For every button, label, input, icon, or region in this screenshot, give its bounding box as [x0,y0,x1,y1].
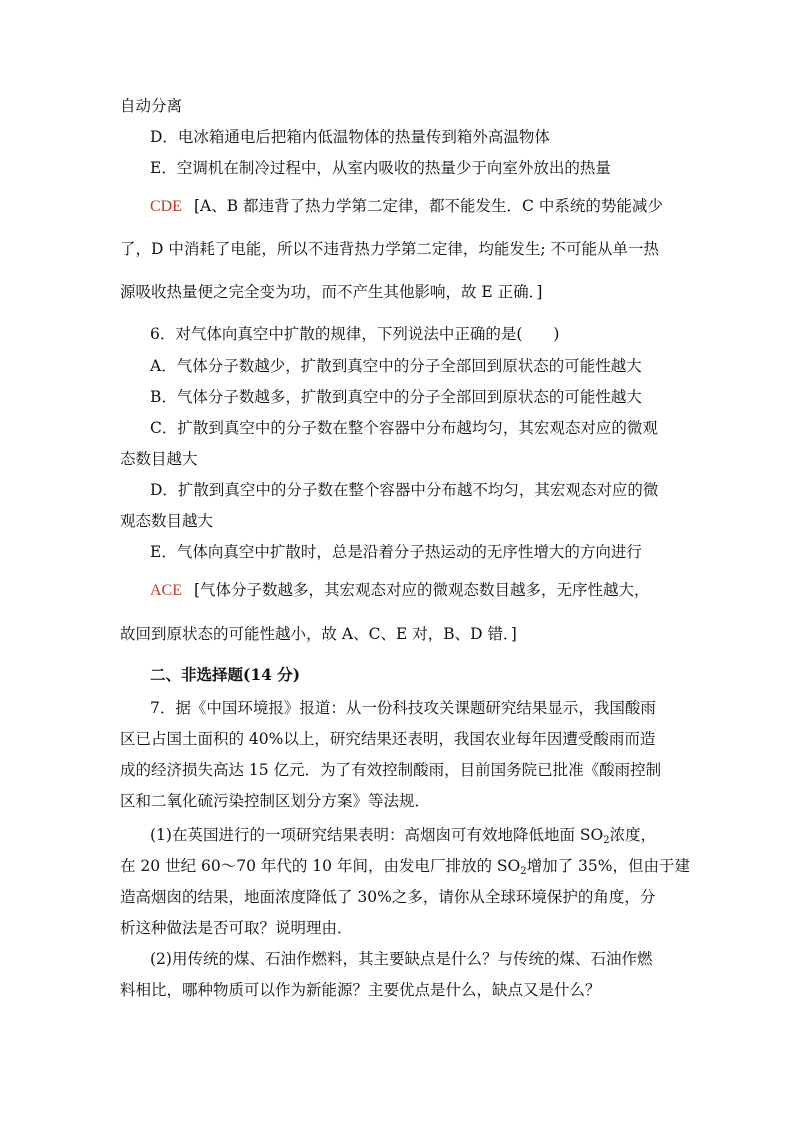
answer-label: ACE [150,582,182,599]
question-7-line: 区和二氧化硫污染控制区划分方案》等法规． [120,792,431,810]
explanation-line: 故回到原状态的可能性越小，故 A、C、E 对，B、D 错．] [120,625,517,643]
explanation-text: [A、B 都违背了热力学第二定律，都不能发生．C 中系统的势能减少 [194,197,663,215]
explanation-text: [气体分子数越多，其宏观态对应的微观态数目越多，无序性越大， [194,581,650,599]
section-heading: 二、非选择题(14 分) [150,665,301,684]
question-7: 7．据《中国环境报》报道：从一份科技攻关课题研究结果显示，我国酸雨 [150,699,656,717]
option-e: E．空调机在制冷过程中，从室内吸收的热量少于向室外放出的热量 [150,159,611,177]
answer-line [150,196,663,217]
subquestion-1-line [120,856,690,876]
answer-label: CDE [150,198,182,215]
text-segment: (1)在英国进行的一项研究结果表明：高烟囱可有效地降低地面 SO [150,826,604,844]
subquestion-1-line: 造高烟囱的结果，地面浓度降低了 30%之多，请你从全球环境保护的角度，分 [120,888,656,906]
option-b: B．气体分子数越多，扩散到真空中的分子全部回到原状态的可能性越大 [150,388,642,406]
subquestion-2-line: 料相比，哪种物质可以作为新能源？主要优点是什么，缺点又是什么？ [120,981,601,999]
subquestion-2: (2)用传统的煤、石油作燃料，其主要缺点是什么？与传统的煤、石油作燃 [150,950,653,968]
option-d: D．电冰箱通电后把箱内低温物体的热量传到箱外高温物体 [150,128,550,146]
option-e: E．气体向真空中扩散时，总是沿着分子热运动的无序性增大的方向进行 [150,543,642,561]
text-segment: 在 20 世纪 60～70 年代的 10 年间，由发电厂排放的 SO [120,857,521,875]
explanation-line: 了，D 中消耗了电能，所以不违背热力学第二定律，均能发生; 不可能从单一热 [120,240,660,258]
subscript: 2 [520,866,527,877]
question-7-line: 区已占国土面积的 40%以上，研究结果还表明，我国农业每年因遭受酸雨而造 [120,730,656,748]
text-line: 自动分离 [120,97,183,115]
option-a: A．气体分子数越少，扩散到真空中的分子全部回到原状态的可能性越大 [150,357,642,375]
text-segment: 增加了 35%，但由于建 [526,857,690,875]
option-c-cont: 态数目越大 [120,450,198,468]
explanation-line: 源吸收热量便之完全变为功，而不产生其他影响，故 E 正确．] [120,283,543,301]
question-7-line: 成的经济损失高达 15 亿元．为了有效控制酸雨，目前国务院已批准《酸雨控制 [120,761,662,779]
subscript: 2 [603,835,610,846]
answer-line [150,580,650,601]
option-c: C．扩散到真空中的分子数在整个容器中分布越均匀，其宏观态对应的微观 [150,419,658,437]
option-d: D．扩散到真空中的分子数在整个容器中分布越不均匀，其宏观态对应的微 [150,481,659,499]
subquestion-1 [150,825,656,845]
subquestion-1-line: 析这种做法是否可取？说明理由． [120,919,353,937]
text-segment: 浓度， [609,826,657,844]
question-6: 6．对气体向真空中扩散的规律，下列说法中正确的是( ) [150,325,560,343]
option-d-cont: 观态数目越大 [120,512,214,530]
